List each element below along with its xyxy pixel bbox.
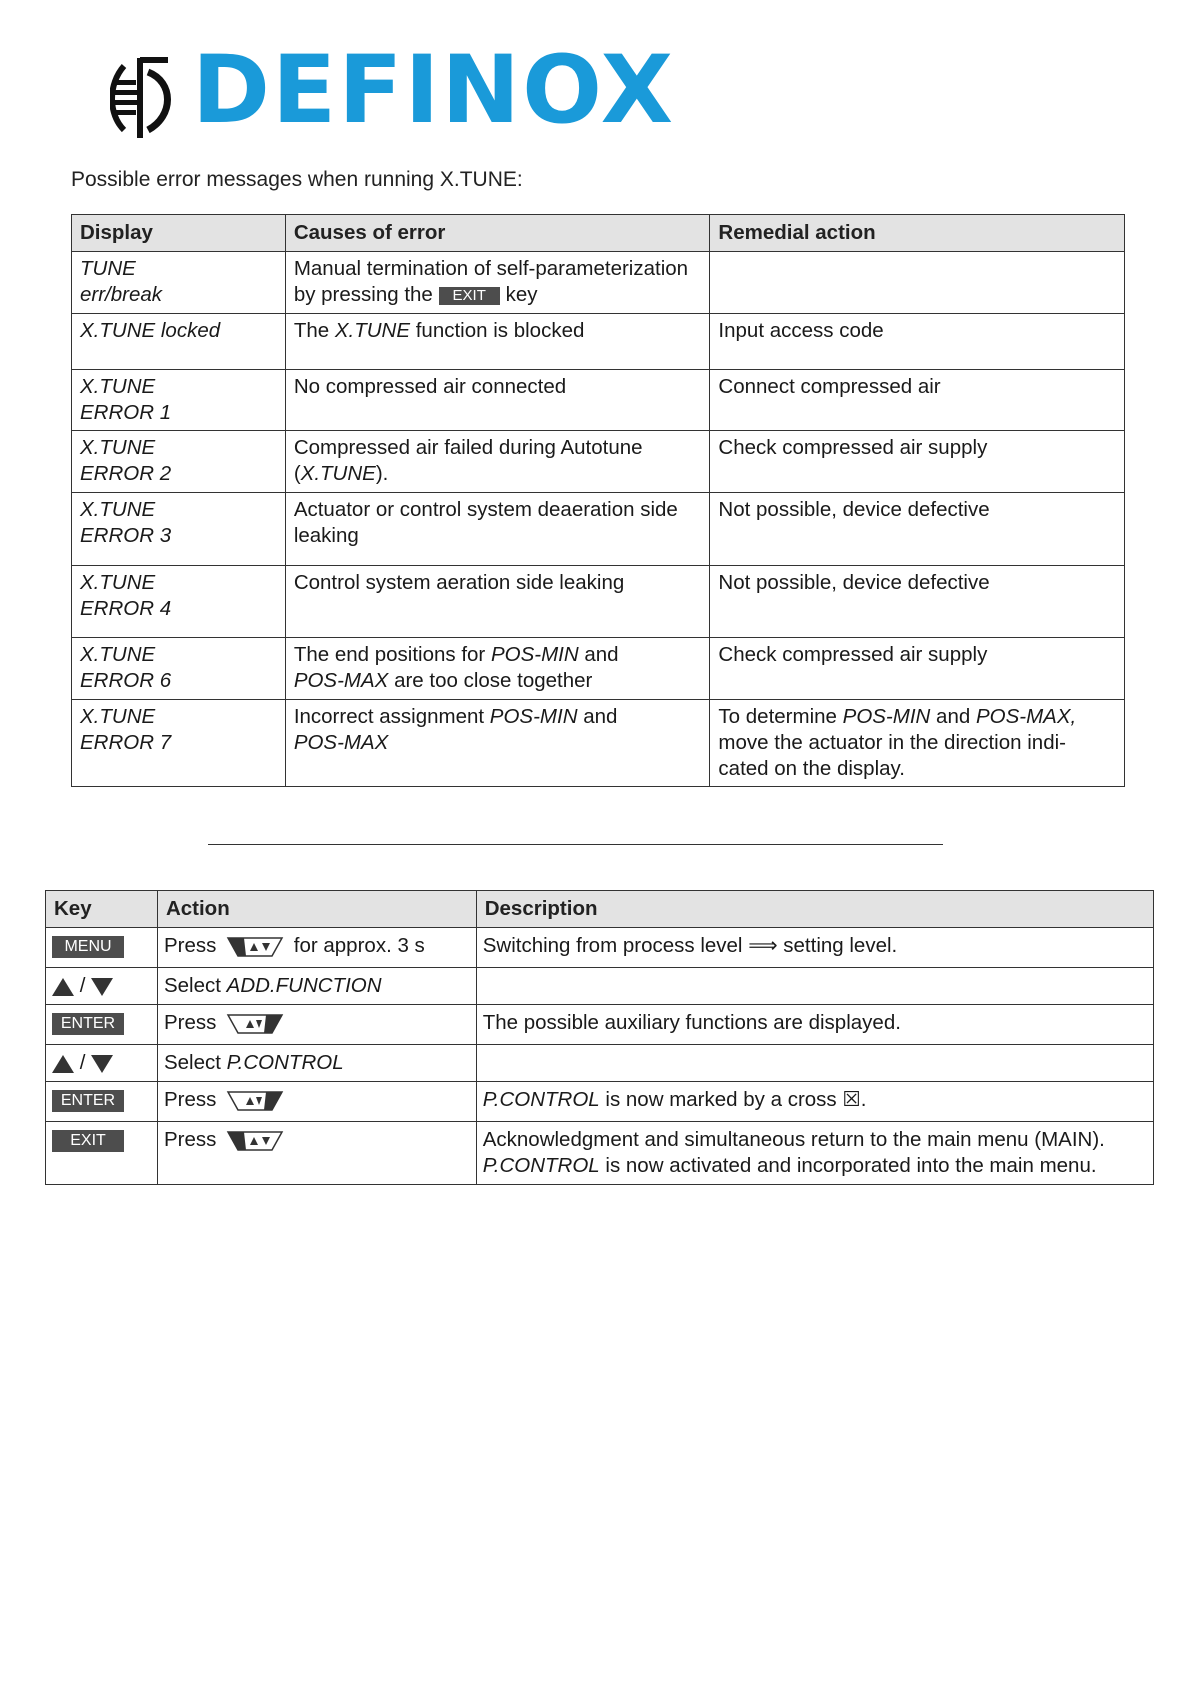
definox-logo [110, 36, 676, 145]
error-messages-table [71, 214, 1125, 787]
exit-key: EXIT [52, 1130, 124, 1152]
keypad-left-key-icon [226, 1129, 284, 1153]
table-row [72, 314, 1125, 370]
remedy-cell: Not possible, device defective [710, 566, 1125, 638]
display-cell: X.TUNE ERROR 3 [72, 493, 286, 566]
action-cell: Select ADD.FUNCTION [157, 968, 476, 1005]
col-header-key: Key [46, 891, 158, 928]
table-header-row [46, 891, 1154, 928]
cause-cell: Manual termination of self-parameterization by pressing the EXIT key [285, 252, 710, 314]
keypad-right-key-icon [226, 1089, 284, 1113]
exit-key-badge: EXIT [439, 287, 500, 305]
remedy-cell: Input access code [710, 314, 1125, 370]
enter-key: ENTER [52, 1013, 124, 1035]
table-row [46, 968, 1154, 1005]
key-cell: / [46, 1045, 158, 1082]
col-header-action: Action [157, 891, 476, 928]
menu-key: MENU [52, 936, 124, 958]
table-row [46, 1122, 1154, 1185]
table-row [72, 566, 1125, 638]
remedy-cell: Check compressed air supply [710, 638, 1125, 700]
description-cell: Switching from process level ⟹ setting level. [476, 928, 1153, 968]
remedy-cell: Not possible, device defective [710, 493, 1125, 566]
cause-cell: Compressed air failed during Autotune (X.TUNE). [285, 431, 710, 493]
remedy-cell: Check compressed air supply [710, 431, 1125, 493]
table-row [72, 252, 1125, 314]
table-row [72, 700, 1125, 787]
key-cell [46, 928, 158, 968]
display-cell: X.TUNE ERROR 6 [72, 638, 286, 700]
cause-cell: The X.TUNE function is blocked [285, 314, 710, 370]
table-row [46, 928, 1154, 968]
table-row [46, 1082, 1154, 1122]
action-cell: Select P.CONTROL [157, 1045, 476, 1082]
remedy-cell [710, 252, 1125, 314]
remedy-cell: To determine POS-MIN and POS-MAX, move the actuator in the direction indi- cated on the display. [710, 700, 1125, 787]
cause-cell: Control system aeration side leaking [285, 566, 710, 638]
table-row [46, 1045, 1154, 1082]
table-header-row [72, 215, 1125, 252]
description-cell: P.CONTROL is now marked by a cross ☒. [476, 1082, 1153, 1122]
arrow-down-icon [91, 978, 113, 996]
key-cell [46, 1005, 158, 1045]
cause-cell: The end positions for POS-MIN and POS-MAX are too close together [285, 638, 710, 700]
key-actions-table [45, 890, 1154, 1185]
key-cell [46, 1082, 158, 1122]
display-cell: TUNE err/break [72, 252, 286, 314]
arrow-up-icon [52, 1055, 74, 1073]
keypad-right-key-icon [226, 1012, 284, 1036]
key-cell [46, 1122, 158, 1185]
key-cell: / [46, 968, 158, 1005]
display-cell: X.TUNE ERROR 4 [72, 566, 286, 638]
col-header-description: Description [476, 891, 1153, 928]
col-header-causes: Causes of error [285, 215, 710, 252]
action-cell: Press [157, 1122, 476, 1185]
display-cell: X.TUNE ERROR 2 [72, 431, 286, 493]
definox-emblem-icon [110, 54, 180, 140]
description-cell [476, 1045, 1153, 1082]
description-cell: The possible auxiliary functions are displayed. [476, 1005, 1153, 1045]
action-cell: Press for approx. 3 s [157, 928, 476, 968]
double-arrow-icon: ⟹ [748, 934, 778, 957]
table-row [72, 493, 1125, 566]
table-row [72, 370, 1125, 431]
description-cell: Acknowledgment and simultaneous return to the main menu (MAIN). P.CONTROL is now activated and incorporated into the main menu. [476, 1122, 1153, 1185]
remedy-cell: Connect compressed air [710, 370, 1125, 431]
action-cell: Press [157, 1082, 476, 1122]
page-caption [71, 168, 523, 192]
display-cell: X.TUNE locked [72, 314, 286, 370]
col-header-remedy: Remedial action [710, 215, 1125, 252]
table-row [46, 1005, 1154, 1045]
checkbox-cross-icon: ☒ [842, 1088, 861, 1111]
cause-cell: No compressed air connected [285, 370, 710, 431]
caption-text: Possible error messages when running X.TUNE: [71, 168, 523, 191]
arrow-down-icon [91, 1055, 113, 1073]
cause-cell: Actuator or control system deaeration side leaking [285, 493, 710, 566]
enter-key: ENTER [52, 1090, 124, 1112]
table-row [72, 431, 1125, 493]
action-cell: Press [157, 1005, 476, 1045]
brand-name: DEFINOX [192, 36, 676, 145]
keypad-left-key-icon [226, 935, 284, 959]
section-divider [208, 844, 943, 845]
display-cell: X.TUNE ERROR 7 [72, 700, 286, 787]
arrow-up-icon [52, 978, 74, 996]
col-header-display: Display [72, 215, 286, 252]
display-cell: X.TUNE ERROR 1 [72, 370, 286, 431]
description-cell [476, 968, 1153, 1005]
table-row [72, 638, 1125, 700]
cause-cell: Incorrect assignment POS-MIN and POS-MAX [285, 700, 710, 787]
